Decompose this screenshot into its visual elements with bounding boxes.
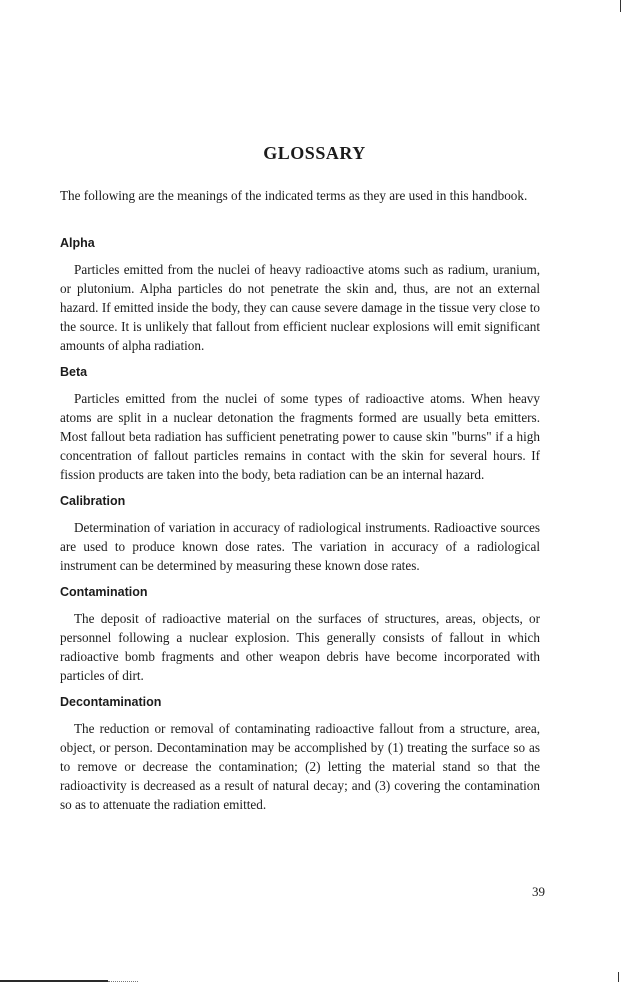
glossary-entry-contamination [60,583,540,685]
glossary-entry-decontamination [60,693,540,814]
page-number: 39 [532,884,545,899]
glossary-entries [60,226,540,820]
glossary-term: Alpha [60,236,95,250]
glossary-entry-alpha [60,234,540,355]
page-title: GLOSSARY [263,143,366,163]
glossary-term: Calibration [60,494,126,508]
glossary-entry-beta [60,363,540,484]
page-edge-mark [618,972,619,982]
glossary-definition: Particles emitted from the nuclei of some types of radioactive atoms. When heavy atoms are split in a nuclear detonation the fragments formed are usually beta emitters. Most fallout beta radiation has sufficient penetrating power to cause skin "burns" if a high concentration of fallout particles remains in contact with the skin for several hours. If fission products are taken into the body, beta radiation can be an internal hazard. [60,391,540,482]
page-edge-mark [620,0,621,12]
glossary-entry-calibration [60,492,540,575]
footer-rule [0,980,108,982]
glossary-definition: Determination of variation in accuracy of radiological instruments. Radioactive sources are used to produce known dose rates. The variation in accuracy of a radiological instrument can be determined by measuring these known dose rates. [60,520,540,573]
footer-rule-dots [108,981,138,982]
glossary-term: Beta [60,365,88,379]
glossary-term: Contamination [60,585,148,599]
glossary-definition: The reduction or removal of contaminating radioactive fallout from a structure, area, object, or person. Decontamination may be accomplished by (1) treating the surface so as to remove or decrease the contamination; (2) letting the material stand so that the radioactivity is decreased as a result of natural decay; and (3) covering the contamination so as to attenuate the radiation emitted. [60,721,540,812]
intro-paragraph: The following are the meanings of the indicated terms as they are used in this handbook. [60,188,528,203]
glossary-definition: Particles emitted from the nuclei of heavy radioactive atoms such as radium, uranium, or plutonium. Alpha particles do not penetrate the skin and, thus, are not an external hazard. If emitted inside the body, they can cause severe damage in the tissue very close to the source. It is unlikely that fallout from efficient nuclear explosions will emit significant amounts of alpha radiation. [60,262,540,353]
glossary-term: Decontamination [60,695,162,709]
glossary-definition: The deposit of radioactive material on the surfaces of structures, areas, objects, or personnel following a nuclear explosion. This generally consists of fallout in which radioactive bomb fragments and other weapon debris have become incorporated with particles of dirt. [60,611,540,683]
